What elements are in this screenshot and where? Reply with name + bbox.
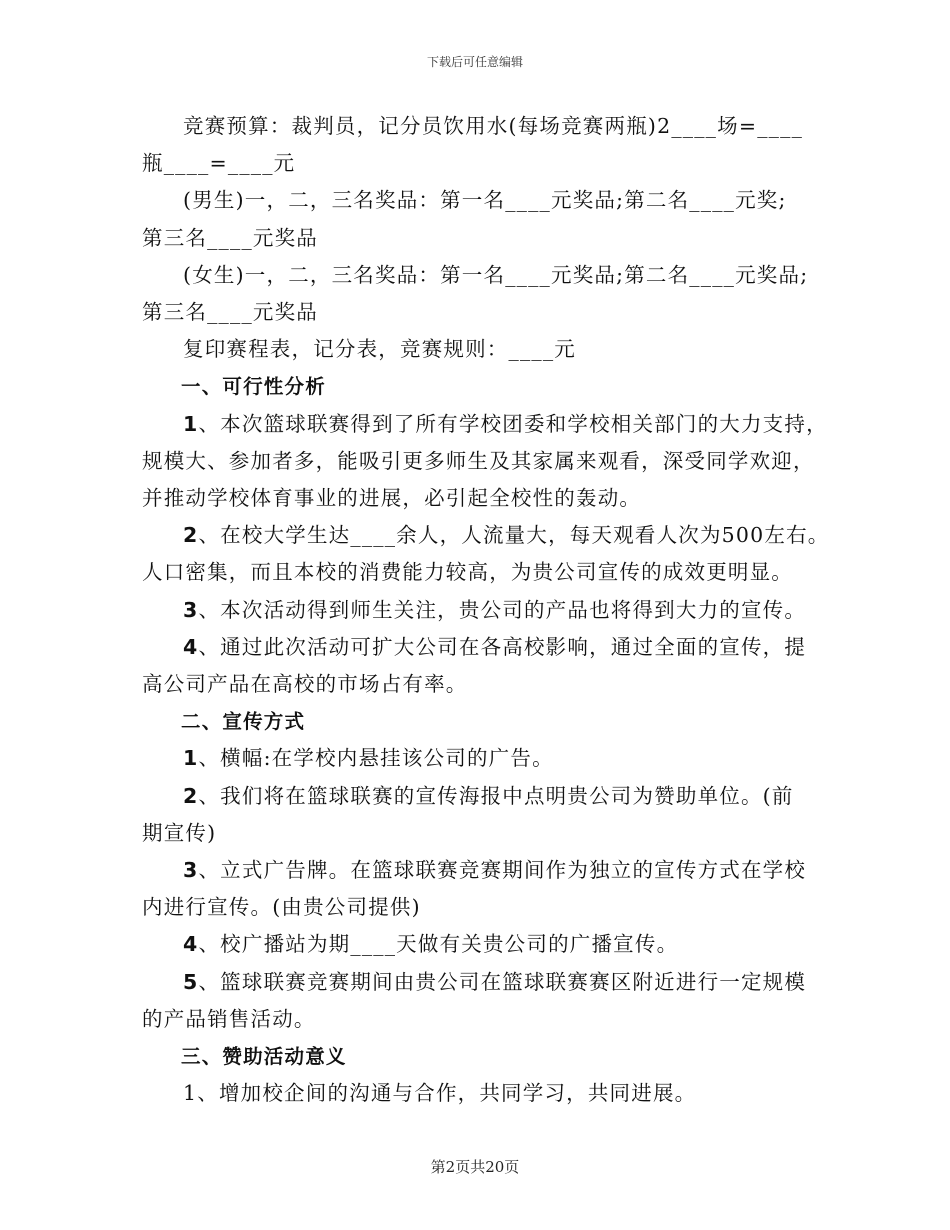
text-line	[142, 220, 812, 257]
text-line	[142, 145, 812, 182]
line-text: 、立式广告牌。在篮球联赛竞赛期间作为独立的宣传方式在学校	[198, 858, 807, 883]
line-text: 人口密集，而且本校的消费能力较高，为贵公司宣传的成效更明显。	[142, 560, 793, 585]
section-heading	[142, 1038, 812, 1075]
document-body	[142, 108, 830, 1112]
line-text: 高公司产品在高校的市场占有率。	[142, 672, 468, 697]
text-line	[142, 740, 812, 777]
line-text: 、本次篮球联赛得到了所有学校团委和学校相关部门的大力支持，	[198, 411, 828, 436]
text-line	[142, 778, 812, 815]
text-line	[142, 331, 812, 368]
line-text: 规模大、参加者多，能吸引更多师生及其家属来观看，深受同学欢迎，	[142, 448, 815, 473]
line-text: 三、赞助活动意义	[181, 1045, 347, 1069]
list-number: 3	[183, 858, 199, 883]
line-text: 、横幅:在学校内悬挂该公司的广告。	[198, 746, 554, 771]
text-line	[142, 592, 812, 629]
text-line	[142, 666, 812, 703]
text-line	[142, 406, 828, 443]
line-text: 1、增加校企间的沟通与合作，共同学习，共同进展。	[183, 1081, 697, 1106]
list-number: 3	[183, 597, 199, 622]
text-line	[142, 852, 812, 889]
line-text: 竞赛预算：裁判员，记分员饮用水(每场竞赛两瓶)2____场=____	[183, 114, 804, 138]
page-header: 下载后可任意编辑	[426, 55, 523, 69]
list-number: 4	[183, 634, 199, 659]
list-number: 4	[183, 932, 199, 957]
line-text: 、校广播站为期____天做有关贵公司的广播宣传。	[198, 932, 679, 957]
text-line	[142, 480, 812, 517]
text-line	[142, 815, 812, 852]
line-text: 、在校大学生达____余人，人流量大，每天观看人次为500左右。	[198, 523, 830, 548]
list-number: 2	[183, 523, 199, 548]
line-text: 、我们将在篮球联赛的宣传海报中点明贵公司为赞助单位。(前	[198, 783, 794, 808]
line-text: (女生)一，二，三名奖品：第一名____元奖品;第二名____元奖品;	[183, 262, 809, 287]
text-line	[142, 1075, 812, 1112]
line-text: (男生)一，二，三名奖品：第一名____元奖品;第二名____元奖;	[183, 188, 787, 213]
text-line	[142, 294, 812, 331]
page-footer: 第2页共20页	[430, 1158, 520, 1176]
section-heading	[142, 703, 812, 740]
text-line	[142, 629, 812, 666]
line-text: 、本次活动得到师生关注，贵公司的产品也将得到大力的宣传。	[198, 597, 807, 622]
list-number: 1	[183, 411, 199, 436]
line-text: 第三名____元奖品	[142, 300, 318, 325]
text-line	[142, 554, 812, 591]
line-text: 二、宣传方式	[181, 710, 306, 734]
text-line	[142, 108, 812, 145]
text-line	[142, 257, 812, 294]
line-text: 的产品销售活动。	[142, 1006, 316, 1031]
line-text: 瓶____=____元	[142, 151, 296, 176]
list-number: 2	[183, 783, 199, 808]
line-text: 内进行宣传。(由贵公司提供)	[142, 895, 421, 920]
text-line	[142, 964, 812, 1001]
list-number: 5	[183, 969, 199, 994]
text-line	[142, 517, 830, 554]
text-line	[142, 889, 812, 926]
text-line	[142, 926, 812, 963]
section-heading	[142, 368, 812, 405]
line-text: 、篮球联赛竞赛期间由贵公司在篮球联赛赛区附近进行一定规模	[198, 969, 807, 994]
line-text: 复印赛程表，记分表，竞赛规则：____元	[183, 337, 576, 362]
line-text: 期宣传)	[142, 820, 217, 845]
text-line	[142, 182, 812, 219]
text-line	[142, 443, 815, 480]
list-number: 1	[183, 746, 199, 771]
text-line	[142, 1001, 812, 1038]
line-text: 并推动学校体育事业的进展，必引起全校性的轰动。	[142, 486, 642, 511]
line-text: 、通过此次活动可扩大公司在各高校影响，通过全面的宣传，提	[198, 634, 807, 659]
line-text: 一、可行性分析	[181, 375, 326, 399]
line-text: 第三名____元奖品	[142, 225, 318, 250]
